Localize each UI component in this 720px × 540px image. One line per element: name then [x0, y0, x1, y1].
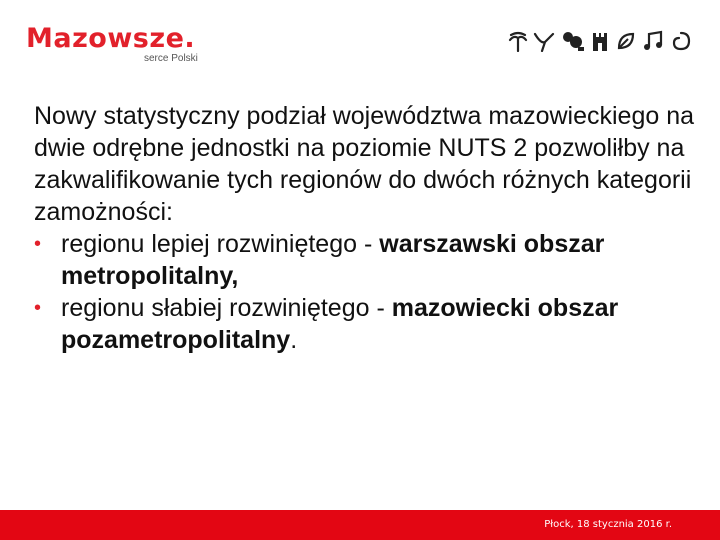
castle-tower-icon — [590, 30, 610, 52]
logo-tagline: serce Polski — [144, 53, 198, 64]
leaf-icon — [615, 30, 637, 52]
intro-paragraph: Nowy statystyczny podział województwa mazowieckiego na dwie odrębne jednostki na poziomie NUTS 2 pozwoliłby na zakwalifikowanie tych regionów do dwóch różnych kategorii zamożności: — [34, 102, 695, 226]
bullet-bold-text: warszawski obszar metropolitalny, — [61, 230, 605, 290]
list-item — [34, 228, 694, 292]
footer-bar — [0, 510, 720, 540]
lantern-icon — [561, 30, 585, 52]
flower-icon — [670, 30, 692, 52]
bullet-icon: • — [34, 297, 42, 319]
footer-date: Płock, 18 stycznia 2016 r. — [544, 519, 672, 530]
palm-icon — [508, 30, 528, 52]
slide-content — [34, 100, 694, 356]
bullet-suffix: . — [290, 326, 298, 354]
bullet-bold-text: mazowiecki obszar pozametropolitalny — [61, 294, 619, 354]
bullet-list — [34, 228, 694, 356]
bullet-prefix: regionu lepiej rozwiniętego - — [61, 230, 380, 258]
music-note-icon — [643, 30, 665, 52]
decorative-icon-strip — [508, 26, 692, 56]
bullet-icon: • — [34, 233, 42, 255]
bird-icon — [533, 30, 555, 52]
mazowsze-logo — [26, 22, 216, 66]
list-item — [34, 292, 694, 356]
bullet-prefix: regionu słabiej rozwiniętego - — [61, 294, 392, 322]
logo-wordmark: Mazowsze. — [26, 23, 196, 54]
